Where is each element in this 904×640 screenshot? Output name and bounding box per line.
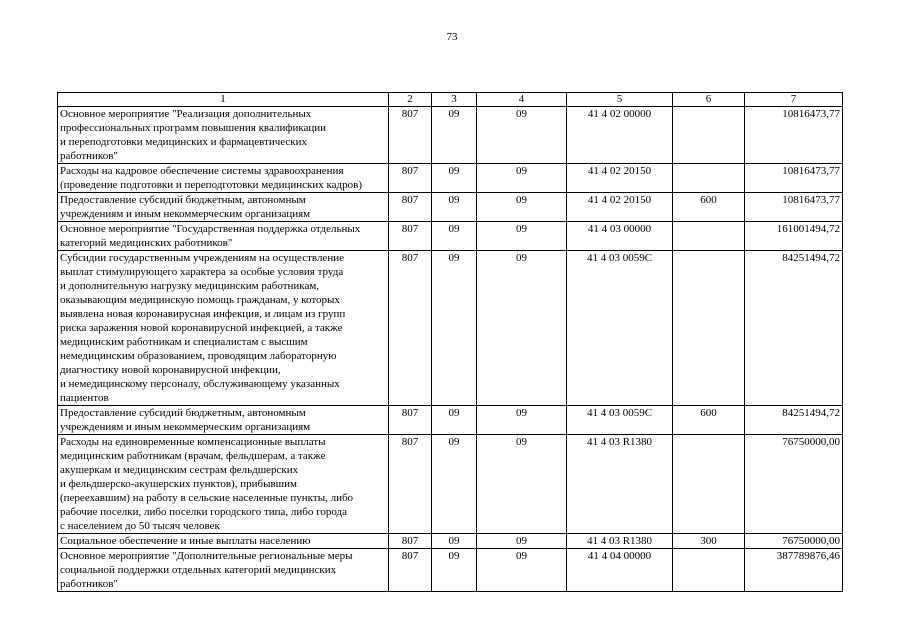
section-code: 09: [432, 549, 477, 592]
expense-type-code: [673, 164, 745, 193]
amount: 10816473,77: [745, 193, 843, 222]
ministry-code: 807: [389, 193, 432, 222]
amount: 10816473,77: [745, 164, 843, 193]
expense-type-code: [673, 435, 745, 534]
section-code: 09: [432, 534, 477, 549]
expense-type-code: [673, 549, 745, 592]
section-code: 09: [432, 193, 477, 222]
page-number: 73: [446, 31, 458, 43]
expense-name: Основное мероприятие "Государственная поддержка отдельных категорий медицинских работников": [58, 222, 389, 251]
table-row: [58, 251, 843, 406]
table-row: [58, 164, 843, 193]
header-row: [58, 93, 843, 107]
target-article-code: 41 4 02 20150: [567, 164, 673, 193]
amount: 76750000,00: [745, 435, 843, 534]
expense-type-code: 600: [673, 406, 745, 435]
target-article-code: 41 4 03 00000: [567, 222, 673, 251]
expense-name: Субсидии государственным учреждениям на осуществление выплат стимулирующего характера за особые условия труда и дополнительную нагрузку медицинским работникам, оказывающим медицинскую помощь гражданам, у которых выявлена новая коронавирусная инфекция, и лицам из групп риска заражения новой коронавирусной инфекцией, а также медицинским работникам и специалистам с высшим немедицинским образованием, проводящим лабораторную диагностику новой коронавирусной инфекции, и немедицинскому персоналу, обслуживающему указанных пациентов: [58, 251, 389, 406]
section-code: 09: [432, 222, 477, 251]
column-header: 3: [432, 93, 477, 107]
ministry-code: 807: [389, 549, 432, 592]
target-article-code: 41 4 03 0059C: [567, 251, 673, 406]
expense-type-code: [673, 251, 745, 406]
section-code: 09: [432, 164, 477, 193]
subsection-code: 09: [477, 222, 567, 251]
ministry-code: 807: [389, 406, 432, 435]
expense-name: Расходы на единовременные компенсационные выплаты медицинским работникам (врачам, фельдшерам, а также акушеркам и медицинским сестрам фельдшерских и фельдшерско-акушерских пунктов), прибывшим (переехавшим) на работу в сельские населенные пункты, либо рабочие поселки, либо поселки городского типа, либо города с населением до 50 тысяч человек: [58, 435, 389, 534]
section-code: 09: [432, 107, 477, 164]
column-header: 1: [58, 93, 389, 107]
target-article-code: 41 4 03 R1380: [567, 435, 673, 534]
table-row: [58, 406, 843, 435]
column-header: 5: [567, 93, 673, 107]
expense-type-code: [673, 107, 745, 164]
ministry-code: 807: [389, 222, 432, 251]
amount: 10816473,77: [745, 107, 843, 164]
target-article-code: 41 4 02 00000: [567, 107, 673, 164]
subsection-code: 09: [477, 435, 567, 534]
table-row: [58, 435, 843, 534]
subsection-code: 09: [477, 549, 567, 592]
ministry-code: 807: [389, 435, 432, 534]
table-row: [58, 534, 843, 549]
target-article-code: 41 4 04 00000: [567, 549, 673, 592]
ministry-code: 807: [389, 534, 432, 549]
amount: 84251494,72: [745, 251, 843, 406]
amount: 161001494,72: [745, 222, 843, 251]
column-header: 6: [673, 93, 745, 107]
expense-name: Расходы на кадровое обеспечение системы здравоохранения (проведение подготовки и переподготовки медицинских кадров): [58, 164, 389, 193]
expense-name: Предоставление субсидий бюджетным, автономным учреждениям и иным некоммерческим организациям: [58, 193, 389, 222]
subsection-code: 09: [477, 406, 567, 435]
subsection-code: 09: [477, 164, 567, 193]
target-article-code: 41 4 03 0059C: [567, 406, 673, 435]
budget-table: [57, 92, 843, 592]
subsection-code: 09: [477, 107, 567, 164]
column-header: 2: [389, 93, 432, 107]
amount: 76750000,00: [745, 534, 843, 549]
column-header: 7: [745, 93, 843, 107]
column-header: 4: [477, 93, 567, 107]
subsection-code: 09: [477, 193, 567, 222]
section-code: 09: [432, 251, 477, 406]
target-article-code: 41 4 03 R1380: [567, 534, 673, 549]
ministry-code: 807: [389, 107, 432, 164]
expense-name: Основное мероприятие "Реализация дополнительных профессиональных программ повышения квалификации и переподготовки медицинских и фармацевтических работников": [58, 107, 389, 164]
target-article-code: 41 4 02 20150: [567, 193, 673, 222]
section-code: 09: [432, 406, 477, 435]
subsection-code: 09: [477, 251, 567, 406]
expense-name: Предоставление субсидий бюджетным, автономным учреждениям и иным некоммерческим организациям: [58, 406, 389, 435]
subsection-code: 09: [477, 534, 567, 549]
expense-type-code: [673, 222, 745, 251]
amount: 84251494,72: [745, 406, 843, 435]
table-row: [58, 549, 843, 592]
table-row: [58, 222, 843, 251]
ministry-code: 807: [389, 251, 432, 406]
expense-name: Основное мероприятие "Дополнительные региональные меры социальной поддержки отдельных категорий медицинских работников": [58, 549, 389, 592]
amount: 387789876,46: [745, 549, 843, 592]
table-row: [58, 107, 843, 164]
ministry-code: 807: [389, 164, 432, 193]
section-code: 09: [432, 435, 477, 534]
table-row: [58, 193, 843, 222]
expense-name: Социальное обеспечение и иные выплаты населению: [58, 534, 389, 549]
expense-type-code: 300: [673, 534, 745, 549]
expense-type-code: 600: [673, 193, 745, 222]
